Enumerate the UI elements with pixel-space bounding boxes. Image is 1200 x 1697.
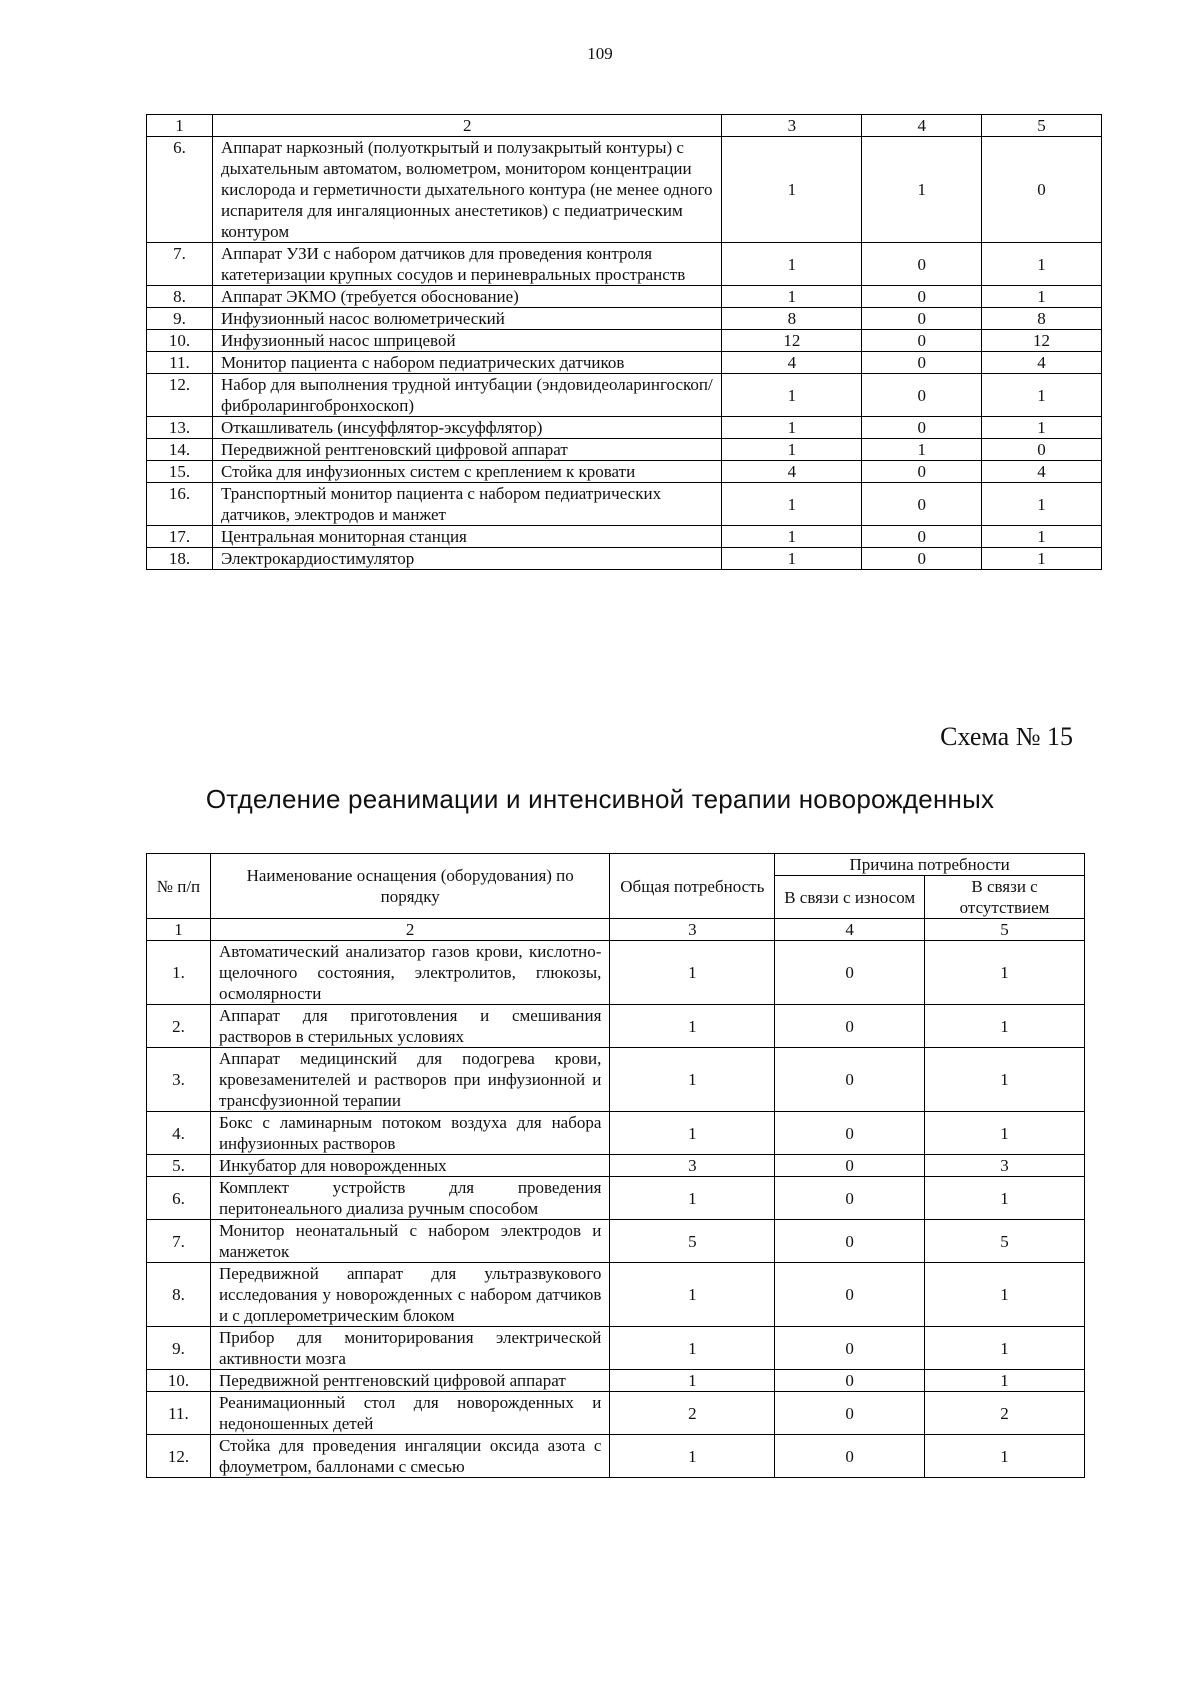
equipment-name: Аппарат медицинский для подогрева крови, кровезаменителей и растворов при инфузионной и трансфузионной терапии xyxy=(210,1048,609,1112)
need-worn: 0 xyxy=(775,1048,925,1112)
equipment-name: Аппарат для приготовления и смешивания растворов в стерильных условиях xyxy=(210,1005,609,1048)
total-need: 1 xyxy=(722,374,862,417)
need-absent: 1 xyxy=(982,374,1102,417)
table-row xyxy=(147,941,1085,1005)
header-total: Общая потребность xyxy=(610,854,775,919)
row-number: 2. xyxy=(147,1005,211,1048)
equipment-name: Транспортный монитор пациента с набором педиатрических датчиков, электродов и манжет xyxy=(212,483,722,526)
total-need: 1 xyxy=(610,1177,775,1220)
equipment-name: Инкубатор для новорожденных xyxy=(210,1155,609,1177)
need-absent: 0 xyxy=(982,137,1102,243)
total-need: 12 xyxy=(722,330,862,352)
row-number: 6. xyxy=(147,137,213,243)
table-row xyxy=(147,352,1102,374)
table-row xyxy=(147,548,1102,570)
equipment-name: Откашливатель (инсуффлятор-эксуффлятор) xyxy=(212,417,722,439)
need-absent: 1 xyxy=(982,286,1102,308)
total-need: 4 xyxy=(722,352,862,374)
total-need: 1 xyxy=(722,137,862,243)
table-row xyxy=(147,1005,1085,1048)
need-absent: 1 xyxy=(925,1112,1085,1155)
total-need: 1 xyxy=(722,286,862,308)
need-worn: 0 xyxy=(775,1370,925,1392)
need-worn: 0 xyxy=(862,526,982,548)
table-row xyxy=(147,439,1102,461)
total-need: 5 xyxy=(610,1220,775,1263)
equipment-name: Комплект устройств для проведения перитонеального диализа ручным способом xyxy=(210,1177,609,1220)
total-need: 1 xyxy=(610,1048,775,1112)
col-number-5: 5 xyxy=(982,115,1102,137)
row-number: 16. xyxy=(147,483,213,526)
equipment-name: Аппарат наркозный (полуоткрытый и полузакрытый контуры) с дыхательным автоматом, волюметром, монитором концентрации кислорода и герметичности дыхательного контура (не менее одного испарителя для ингаляционных анестетиков) с педиатрическим контуром xyxy=(212,137,722,243)
need-worn: 0 xyxy=(862,308,982,330)
row-number: 7. xyxy=(147,243,213,286)
need-worn: 0 xyxy=(775,1392,925,1435)
col-number-4: 4 xyxy=(775,919,925,941)
equipment-name: Автоматический анализатор газов крови, кислотно-щелочного состояния, электролитов, глюкозы, осмолярности xyxy=(210,941,609,1005)
col-number-1: 1 xyxy=(147,919,211,941)
need-absent: 1 xyxy=(982,548,1102,570)
row-number: 1. xyxy=(147,941,211,1005)
header-name: Наименование оснащения (оборудования) по порядку xyxy=(210,854,609,919)
row-number: 7. xyxy=(147,1220,211,1263)
total-need: 1 xyxy=(610,1327,775,1370)
need-absent: 3 xyxy=(925,1155,1085,1177)
equipment-name: Аппарат УЗИ с набором датчиков для проведения контроля катетеризации крупных сосудов и периневральных пространств xyxy=(212,243,722,286)
column-number-row xyxy=(147,115,1102,137)
row-number: 13. xyxy=(147,417,213,439)
row-number: 3. xyxy=(147,1048,211,1112)
table-row xyxy=(147,526,1102,548)
equipment-table xyxy=(146,853,1085,1478)
need-worn: 0 xyxy=(862,243,982,286)
row-number: 12. xyxy=(147,374,213,417)
need-absent: 1 xyxy=(982,483,1102,526)
col-number-1: 1 xyxy=(147,115,213,137)
need-absent: 1 xyxy=(925,1370,1085,1392)
row-number: 8. xyxy=(147,1263,211,1327)
table-row xyxy=(147,483,1102,526)
need-worn: 1 xyxy=(862,439,982,461)
need-worn: 0 xyxy=(862,352,982,374)
table-row xyxy=(147,374,1102,417)
total-need: 4 xyxy=(722,461,862,483)
table-row xyxy=(147,417,1102,439)
total-need: 1 xyxy=(722,439,862,461)
need-absent: 1 xyxy=(925,941,1085,1005)
total-need: 1 xyxy=(610,1435,775,1478)
total-need: 2 xyxy=(610,1392,775,1435)
total-need: 8 xyxy=(722,308,862,330)
need-worn: 0 xyxy=(775,1327,925,1370)
need-worn: 0 xyxy=(862,461,982,483)
header-worn: В связи с износом xyxy=(775,876,925,919)
row-number: 15. xyxy=(147,461,213,483)
total-need: 1 xyxy=(610,1112,775,1155)
need-absent: 1 xyxy=(982,526,1102,548)
row-number: 11. xyxy=(147,1392,211,1435)
total-need: 1 xyxy=(610,1263,775,1327)
equipment-name: Инфузионный насос шприцевой xyxy=(212,330,722,352)
page-number: 109 xyxy=(587,44,613,63)
total-need: 3 xyxy=(610,1155,775,1177)
section-title: Отделение реанимации и интенсивной терапии новорожденных xyxy=(205,784,995,814)
need-absent: 0 xyxy=(982,439,1102,461)
need-absent: 1 xyxy=(925,1048,1085,1112)
col-number-4: 4 xyxy=(862,115,982,137)
need-worn: 0 xyxy=(775,941,925,1005)
header-absent: В связи с отсутствием xyxy=(925,876,1085,919)
table-row xyxy=(147,461,1102,483)
total-need: 1 xyxy=(722,548,862,570)
equipment-name: Монитор неонатальный с набором электродов и манжеток xyxy=(210,1220,609,1263)
need-worn: 0 xyxy=(775,1177,925,1220)
need-worn: 0 xyxy=(862,286,982,308)
total-need: 1 xyxy=(722,417,862,439)
table-row xyxy=(147,1263,1085,1327)
need-worn: 0 xyxy=(775,1155,925,1177)
equipment-name: Инфузионный насос волюметрический xyxy=(212,308,722,330)
equipment-table-continued xyxy=(146,114,1102,570)
row-number: 9. xyxy=(147,308,213,330)
col-number-3: 3 xyxy=(610,919,775,941)
column-number-row xyxy=(147,919,1085,941)
header-num: № п/п xyxy=(147,854,211,919)
table-row xyxy=(147,1048,1085,1112)
col-number-5: 5 xyxy=(925,919,1085,941)
equipment-name: Стойка для проведения ингаляции оксида азота с флоуметром, баллонами с смесью xyxy=(210,1435,609,1478)
equipment-name: Реанимационный стол для новорожденных и недоношенных детей xyxy=(210,1392,609,1435)
need-absent: 1 xyxy=(925,1177,1085,1220)
table-row xyxy=(147,1435,1085,1478)
equipment-name: Бокс с ламинарным потоком воздуха для набора инфузионных растворов xyxy=(210,1112,609,1155)
equipment-name: Набор для выполнения трудной интубации (эндовидеоларингоскоп/фиброларингобронхоскоп) xyxy=(212,374,722,417)
col-number-2: 2 xyxy=(210,919,609,941)
need-worn: 0 xyxy=(775,1005,925,1048)
row-number: 18. xyxy=(147,548,213,570)
need-absent: 5 xyxy=(925,1220,1085,1263)
table-row xyxy=(147,1220,1085,1263)
need-worn: 1 xyxy=(862,137,982,243)
table-row xyxy=(147,330,1102,352)
need-worn: 0 xyxy=(862,417,982,439)
row-number: 6. xyxy=(147,1177,211,1220)
need-worn: 0 xyxy=(775,1112,925,1155)
equipment-name: Стойка для инфузионных систем с креплением к кровати xyxy=(212,461,722,483)
equipment-name: Передвижной аппарат для ультразвукового исследования у новорожденных с набором датчиков и с доплерометрическим блоком xyxy=(210,1263,609,1327)
table-row xyxy=(147,243,1102,286)
need-worn: 0 xyxy=(862,330,982,352)
need-absent: 1 xyxy=(925,1005,1085,1048)
need-worn: 0 xyxy=(862,374,982,417)
row-number: 14. xyxy=(147,439,213,461)
total-need: 1 xyxy=(722,243,862,286)
need-absent: 4 xyxy=(982,352,1102,374)
row-number: 4. xyxy=(147,1112,211,1155)
col-number-2: 2 xyxy=(212,115,722,137)
col-number-3: 3 xyxy=(722,115,862,137)
need-absent: 8 xyxy=(982,308,1102,330)
table-row xyxy=(147,1112,1085,1155)
total-need: 1 xyxy=(610,941,775,1005)
need-absent: 12 xyxy=(982,330,1102,352)
row-number: 9. xyxy=(147,1327,211,1370)
table-row xyxy=(147,137,1102,243)
need-worn: 0 xyxy=(775,1263,925,1327)
table-row xyxy=(147,1155,1085,1177)
total-need: 1 xyxy=(722,526,862,548)
row-number: 10. xyxy=(147,330,213,352)
table-row xyxy=(147,1327,1085,1370)
equipment-name: Прибор для мониторирования электрической активности мозга xyxy=(210,1327,609,1370)
need-absent: 1 xyxy=(982,243,1102,286)
row-number: 8. xyxy=(147,286,213,308)
row-number: 11. xyxy=(147,352,213,374)
need-worn: 0 xyxy=(862,548,982,570)
equipment-name: Передвижной рентгеновский цифровой аппарат xyxy=(210,1370,609,1392)
table-row xyxy=(147,308,1102,330)
table-row xyxy=(147,1392,1085,1435)
row-number: 5. xyxy=(147,1155,211,1177)
table1-body xyxy=(147,137,1102,570)
equipment-name: Монитор пациента с набором педиатрических датчиков xyxy=(212,352,722,374)
need-absent: 1 xyxy=(925,1263,1085,1327)
need-absent: 4 xyxy=(982,461,1102,483)
table-row xyxy=(147,1177,1085,1220)
need-absent: 1 xyxy=(925,1435,1085,1478)
row-number: 12. xyxy=(147,1435,211,1478)
total-need: 1 xyxy=(610,1370,775,1392)
need-absent: 1 xyxy=(925,1327,1085,1370)
row-number: 10. xyxy=(147,1370,211,1392)
header-reason: Причина потребности xyxy=(775,854,1085,876)
row-number: 17. xyxy=(147,526,213,548)
need-worn: 0 xyxy=(862,483,982,526)
equipment-name: Аппарат ЭКМО (требуется обоснование) xyxy=(212,286,722,308)
scheme-label: Схема № 15 xyxy=(940,722,1073,751)
need-absent: 1 xyxy=(982,417,1102,439)
table-row xyxy=(147,1370,1085,1392)
equipment-name: Электрокардиостимулятор xyxy=(212,548,722,570)
total-need: 1 xyxy=(610,1005,775,1048)
equipment-name: Передвижной рентгеновский цифровой аппарат xyxy=(212,439,722,461)
equipment-name: Центральная мониторная станция xyxy=(212,526,722,548)
need-absent: 2 xyxy=(925,1392,1085,1435)
header-row xyxy=(147,854,1085,876)
need-worn: 0 xyxy=(775,1220,925,1263)
need-worn: 0 xyxy=(775,1435,925,1478)
table2-body xyxy=(147,941,1085,1478)
table-row xyxy=(147,286,1102,308)
total-need: 1 xyxy=(722,483,862,526)
